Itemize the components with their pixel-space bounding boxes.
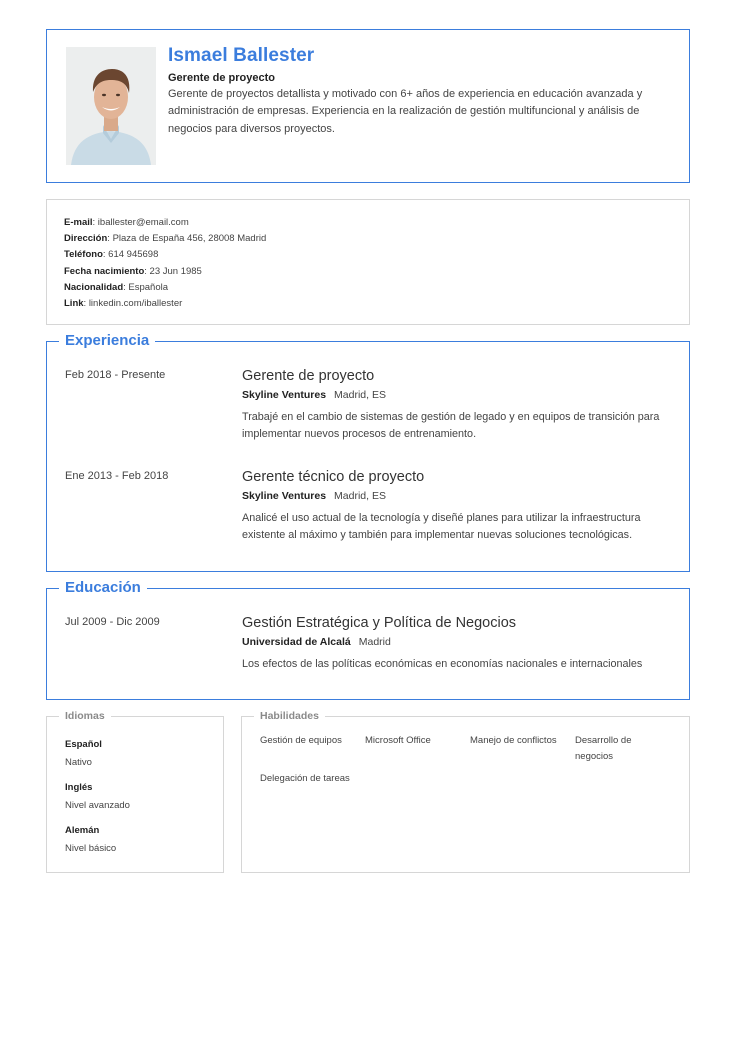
candidate-name: Ismael Ballester: [168, 45, 315, 66]
contact-label: Fecha nacimiento: [64, 265, 145, 277]
contact-label: Dirección: [64, 233, 108, 245]
entry-date: Feb 2018 - Presente: [65, 369, 166, 381]
entry-org: [242, 389, 682, 401]
entry-description: Los efectos de las políticas económicas en economías nacionales e internacionales: [242, 658, 643, 670]
skills-list: [260, 733, 680, 787]
skill-item: Gestión de equipos: [260, 735, 342, 746]
education-section: [46, 579, 690, 700]
profile-photo: [66, 47, 156, 165]
contact-link: Link: linkedin.com/iballester: [64, 298, 183, 310]
contact-label: Teléfono: [64, 249, 103, 261]
section-title-skills: Habilidades: [254, 710, 325, 722]
skill-item: Manejo de conflictos: [470, 735, 557, 746]
contact-phone: Teléfono: 614 945698: [64, 249, 159, 261]
person-avatar-icon: [66, 47, 156, 165]
contact-section: [46, 199, 690, 325]
entry-description: Analicé el uso actual de la tecnología y diseñé planes para utilizar la infraestructura existente al máximo y también para implementar nuevas soluciones tecnológicas.: [242, 512, 641, 542]
entry-role: Gerente de proyecto: [242, 368, 375, 384]
entry-company: Skyline Ventures: [242, 389, 327, 401]
languages-section: [46, 710, 224, 873]
job-title: Gerente de proyecto: [168, 72, 275, 84]
contact-value: Plaza de España 456, 28008 Madrid: [112, 233, 267, 245]
language-name: Alemán: [65, 825, 100, 836]
language-level: Nivel básico: [65, 843, 117, 854]
skills-section: [241, 710, 690, 873]
profile-summary: Gerente de proyectos detallista y motivado con 6+ años de experiencia en educación avanzada y administración de empresas. Experiencia en la realización de gestión multifuncional y análisis de negocios para diversos proyectos.: [168, 88, 643, 135]
entry-school: Universidad de Alcalá: [242, 636, 351, 648]
skill-item: Desarrollo de negocios: [575, 735, 632, 762]
contact-email: E-mail: iballester@email.com: [64, 217, 189, 228]
contact-label: E-mail: [64, 217, 93, 228]
experience-section: [46, 332, 690, 572]
header-section: [46, 29, 690, 183]
contact-value[interactable]: iballester@email.com: [97, 217, 189, 228]
entry-date: Jul 2009 - Dic 2009: [65, 616, 160, 628]
section-title-languages: Idiomas: [59, 710, 111, 722]
contact-address: Dirección: Plaza de España 456, 28008 Madrid: [64, 233, 267, 245]
language-level: Nivel avanzado: [65, 800, 130, 811]
entry-description: Trabajé en el cambio de sistemas de gestión de legado y en equipos de transición para implementar nuevos procesos de entrenamiento.: [242, 411, 660, 441]
entry-company: Skyline Ventures: [242, 490, 327, 502]
contact-nationality: Nacionalidad: Española: [64, 281, 169, 293]
contact-value: Española: [128, 281, 169, 293]
section-title-experience: Experiencia: [59, 332, 155, 349]
entry-location: Madrid: [358, 636, 391, 648]
language-name: Español: [65, 739, 102, 750]
skill-item: Microsoft Office: [365, 735, 431, 746]
entry-org: [242, 636, 682, 648]
contact-label: Nacionalidad: [64, 281, 124, 293]
entry-location: Madrid, ES: [334, 389, 386, 401]
contact-value: 23 Jun 1985: [149, 265, 202, 277]
contact-value: 614 945698: [108, 249, 159, 261]
section-title-education: Educación: [59, 579, 147, 596]
language-name: Inglés: [65, 782, 93, 793]
language-item: [65, 825, 116, 854]
entry-date: Ene 2013 - Feb 2018: [65, 470, 169, 482]
entry-role: Gerente técnico de proyecto: [242, 469, 425, 485]
entry-degree: Gestión Estratégica y Política de Negocios: [242, 615, 517, 631]
contact-value[interactable]: linkedin.com/iballester: [88, 298, 183, 310]
entry-org: [242, 490, 682, 502]
skill-item: Delegación de tareas: [260, 773, 350, 784]
contact-birthdate: Fecha nacimiento: 23 Jun 1985: [64, 265, 202, 277]
entry-location: Madrid, ES: [334, 490, 386, 502]
language-item: [65, 782, 130, 811]
language-level: Nativo: [65, 757, 92, 768]
language-item: [65, 739, 102, 768]
contact-label: Link: [64, 298, 84, 310]
